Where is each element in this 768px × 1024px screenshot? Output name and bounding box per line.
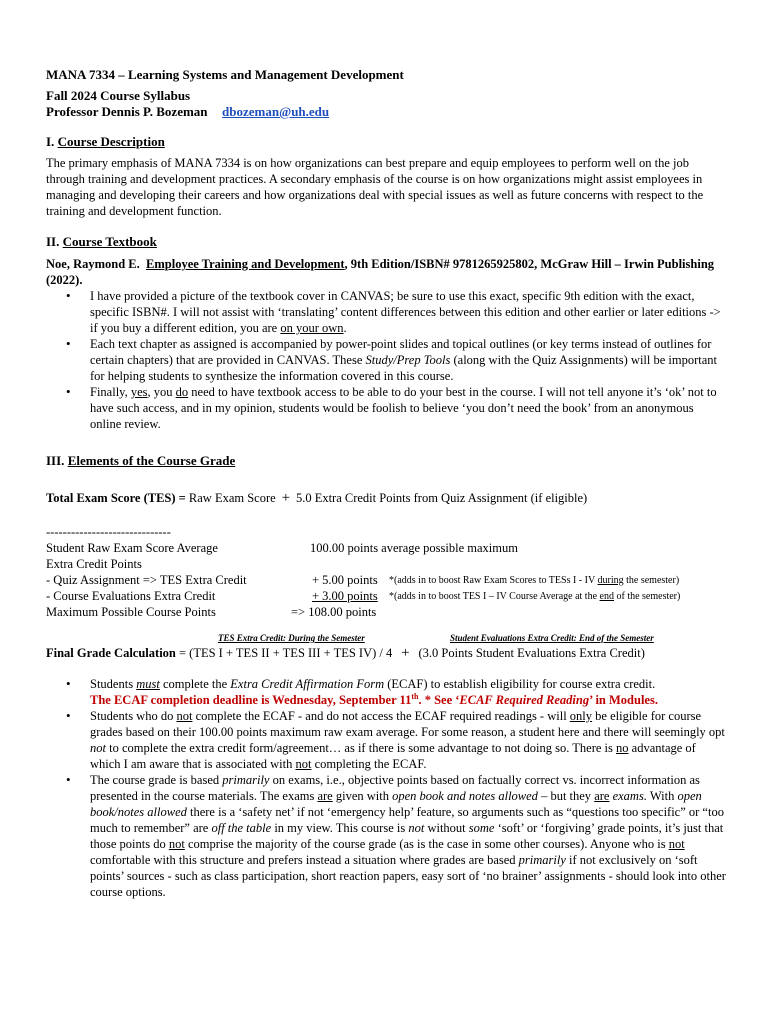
section-1-heading: I. Course Description [46,134,165,149]
table-row: - Quiz Assignment => TES Extra Credit + 5.00 points *(adds in to boost Raw Exam Scores to TESs I - IV during the semester) [46,573,680,587]
ecaf-deadline: The ECAF completion deadline is Wednesday, September 11th. * See ‘ECAF Required Reading’ in Modules. [90,691,658,707]
professor-name: Professor Dennis P. Bozeman [46,104,208,119]
list-item: • Students who do not complete the ECAF - and do not access the ECAF required readings - will only be eligible for course grades based on their 100.00 points maximum raw exam average. For some reason, a student here and there will seemingly opt not to complete the extra credit form/agreement… as if there is some advantage to not doing so. There is no advantage of which I am aware that is associated with not completing the ECAF. [46,708,726,772]
table-row: Extra Credit Points [46,557,142,571]
final-grade-captions [46,630,726,643]
tes-formula: Total Exam Score (TES) = Raw Exam Score + 5.0 Extra Credit Points from Quiz Assignment (if eligible) [46,490,588,506]
book-title: Employee Training and Development [146,257,345,271]
list-item: • Each text chapter as assigned is accompanied by power-point slides and topical outlines (or key terms instead of outlines for certain chapters) that are provided in CANVAS. These Study/Prep Tools (along with the Quiz Assignments) will be important for helping students to synthesize the information covered in this course. [46,336,726,384]
list-item: • Finally, yes, you do need to have textbook access to be able to do your best in the course. I will not tell anyone it’s ‘ok’ not to have such access, and in my opinion, students would be foolish to believe ‘you don’t need the book’ from an anonymous online review. [46,384,726,432]
course-title: MANA 7334 – Learning Systems and Management Development [46,67,404,82]
professor-line [46,104,726,120]
textbook-bullets [46,288,726,432]
section-2-heading: II. Course Textbook [46,234,157,249]
table-row: - Course Evaluations Extra Credit + 3.00 points *(adds in to boost TES I – IV Course Average at the end of the semester) [46,589,681,603]
points-table [46,540,726,620]
list-item: • I have provided a picture of the textbook cover in CANVAS; be sure to use this exact, specific 9th edition with the exact, specific ISBN#. I will not assist with ‘translating’ content differences between this edition and other earlier or later editions -> if you buy a different edition, you are on your own. [46,288,726,336]
section-1-title: Course Description [57,134,165,149]
caption-evaluations: Student Evaluations Extra Credit: End of the Semester [450,633,654,643]
syllabus-page [46,67,726,900]
section-3-heading: III. Elements of the Course Grade [46,453,236,468]
grade-bullets [46,676,726,900]
section-3-title: Elements of the Course Grade [67,453,236,468]
table-row: Maximum Possible Course Points => 108.00 points [46,605,377,619]
caption-tes: TES Extra Credit: During the Semester [218,633,365,643]
email-link[interactable]: dbozeman@uh.edu [222,104,330,119]
textbook-citation: Noe, Raymond E. Employee Training and Development, 9th Edition/ISBN# 9781265925802, McGraw Hill – Irwin Publishing (2022). [46,257,715,287]
final-grade-formula: Final Grade Calculation = (TES I + TES II + TES III + TES IV) / 4 + (3.0 Points Student Evaluations Extra Credit) [46,645,645,661]
list-item: • The course grade is based primarily on exams, i.e., objective points based on factually correct vs. incorrect information as presented in the course materials. The exams are given with open book and notes allowed – but they are exams. With open book/notes allowed there is a ‘safety net’ if not ‘emergency help’ feature, so arguments such as “questions too specific” or “too much to remember” are off the table in my view. This course is not without some ‘soft’ or ‘forgiving’ grade points, it’s just that those points do not comprise the majority of the course grade (as is the case in some other courses). Anyone who is not comfortable with this structure and prefers instead a situation where grades are based primarily if not exclusively on ‘soft points’ sources - such as class participation, short reaction papers, easy sort of ‘no brainer’ assignments - should look into other course options. [46,772,726,900]
table-row: Student Raw Exam Score Average 100.00 points average possible maximum [46,541,518,555]
term: Fall 2024 Course Syllabus [46,88,191,103]
section-2-title: Course Textbook [62,234,157,249]
course-description: The primary emphasis of MANA 7334 is on how organizations can best prepare and equip employees to perform well on the job through training and development practices. A secondary emphasis of the course is on how organizations might assist employees in managing and developing their careers and how organizations deal with special issues as well as future concerns with respect to the training and development function. [46,156,704,218]
list-item: • Students must complete the Extra Credit Affirmation Form (ECAF) to establish eligibility for course extra credit. The ECAF completion deadline is Wednesday, September 11th. * See ‘ECAF Required Reading’ in Modules. [46,676,726,708]
divider: ------------------------------ [46,525,171,539]
